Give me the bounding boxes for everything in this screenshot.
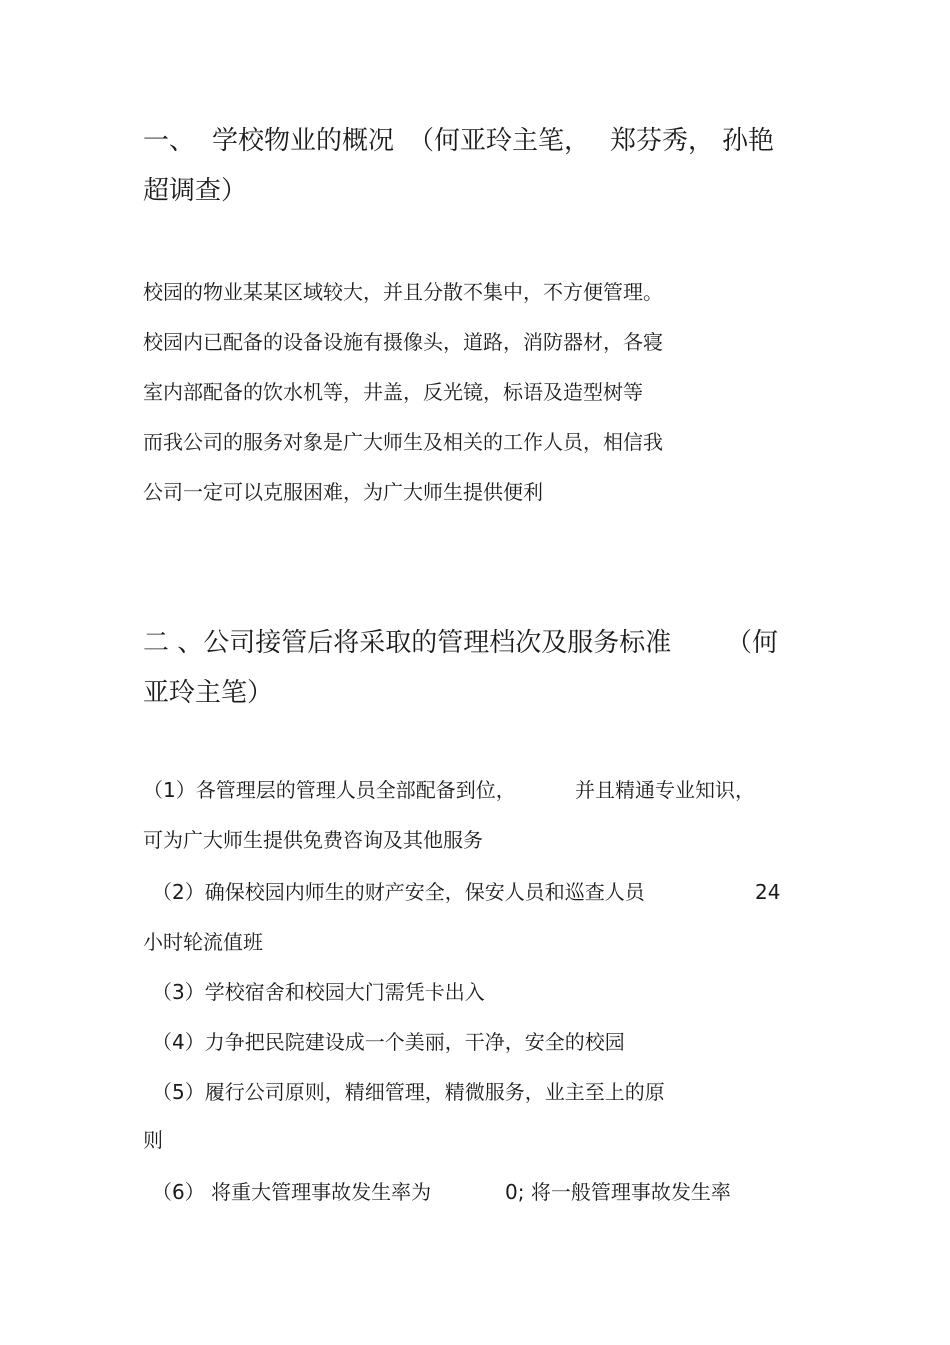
item2-text-a: （2）确保校园内师生的财产安全，保安人员和巡查人员 [152, 880, 645, 904]
item1-text-a: （1）各管理层的管理人员全部配备到位， [143, 778, 516, 802]
item1-line1 [0, 778, 950, 802]
item6-text-b: 0; 将一般管理事故发生率 [505, 1180, 731, 1204]
section1-paragraph-line: 校园内已配备的设备设施有摄像头，道路，消防器材，各寝 [143, 330, 663, 354]
section1-paragraph-line: 而我公司的服务对象是广大师生及相关的工作人员，相信我 [143, 430, 663, 454]
item2-line2: 小时轮流值班 [143, 930, 263, 954]
section1-heading-number: 一、 [143, 126, 196, 156]
item3-line: （3）学校宿舍和校园大门需凭卡出入 [152, 980, 485, 1004]
item2-line1 [0, 880, 950, 904]
section2-heading-line2: 亚玲主笔） [143, 678, 274, 708]
item2-text-b: 24 [755, 880, 781, 904]
section1-heading-line2: 超调查） [143, 176, 248, 206]
item1-line2: 可为广大师生提供免费咨询及其他服务 [143, 828, 483, 852]
section1-heading-line1 [0, 126, 950, 156]
item5-line1: （5）履行公司原则，精细管理，精微服务，业主至上的原 [152, 1080, 665, 1104]
section2-heading-line1 [0, 628, 950, 658]
item1-text-b: 并且精通专业知识， [575, 778, 755, 802]
item4-line: （4）力争把民院建设成一个美丽，干净，安全的校园 [152, 1030, 625, 1054]
section1-paragraph-line: 室内部配备的饮水机等，井盖，反光镜，标语及造型树等 [143, 380, 643, 404]
section1-heading-investigator1: 郑芬秀， [610, 126, 715, 156]
section2-heading-title: 二 、公司接管后将采取的管理档次及服务标准 [143, 628, 672, 658]
item5-line2: 则 [143, 1128, 163, 1152]
section1-paragraph-line: 校园的物业某某区域较大，并且分散不集中，不方便管理。 [143, 280, 663, 304]
section1-heading-author: （何亚玲主笔， [408, 126, 591, 156]
section1-paragraph-line: 公司一定可以克服困难，为广大师生提供便利 [143, 480, 543, 504]
section1-heading-investigator2: 孙艳 [722, 126, 775, 156]
section1-heading-title: 学校物业的概况 [212, 126, 395, 156]
item6-text-a: （6） 将重大管理事故发生率为 [152, 1180, 432, 1204]
item6-line1 [0, 1180, 950, 1204]
section2-heading-author: （何 [726, 628, 779, 658]
